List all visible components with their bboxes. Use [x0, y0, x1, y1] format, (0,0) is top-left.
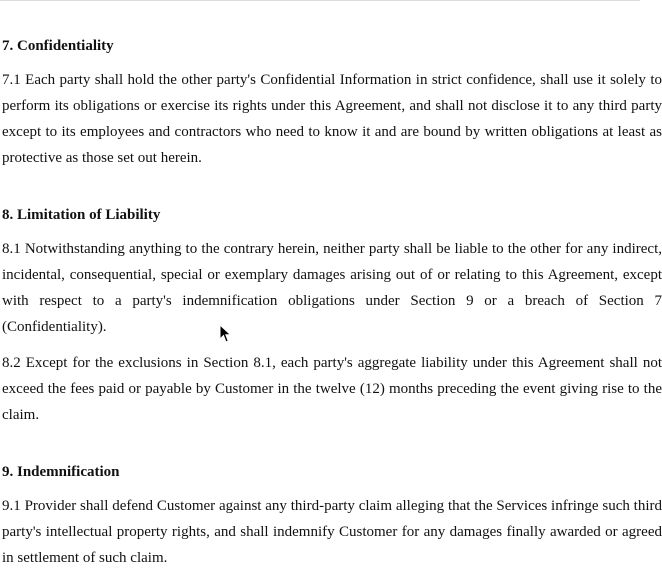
clause-8-1: 8.1 Notwithstanding anything to the contrary herein, neither party shall be liable to the other for any indirect, incidental, consequential, special or exemplary damages arising out of or relating to this Agreement, except with respect to a party's indemnification obligations under Section 9 or a breach of Section 7 (Confidentiality). [2, 241, 662, 335]
mouse-pointer-icon [219, 324, 233, 344]
section-heading: 7. Confidentiality [2, 38, 114, 54]
clause-7-1: 7.1 Each party shall hold the other party's Confidential Information in strict confidence, shall use it solely to perform its obligations or exercise its rights under this Agreement, and shall not disclose it to any third party except to its employees and contractors who need to know it and are bound by written obligations at least as protective as those set out herein. [2, 72, 662, 166]
clause-8-2: 8.2 Except for the exclusions in Section 8.1, each party's aggregate liability under this Agreement shall not exceed the fees paid or payable by Customer in the twelve (12) months preceding the event giving rise to the claim. [2, 355, 662, 423]
top-divider [0, 0, 640, 1]
section-limitation-of-liability [2, 205, 662, 428]
section-heading: 8. Limitation of Liability [2, 207, 161, 223]
document-body [2, 36, 662, 581]
section-indemnification [2, 462, 662, 571]
section-confidentiality [2, 36, 662, 171]
clause-9-1: 9.1 Provider shall defend Customer against any third-party claim alleging that the Services infringe such third party's intellectual property rights, and shall indemnify Customer for any damages finally awarded or agreed in settlement of such claim. [2, 498, 662, 566]
section-heading: 9. Indemnification [2, 464, 120, 480]
